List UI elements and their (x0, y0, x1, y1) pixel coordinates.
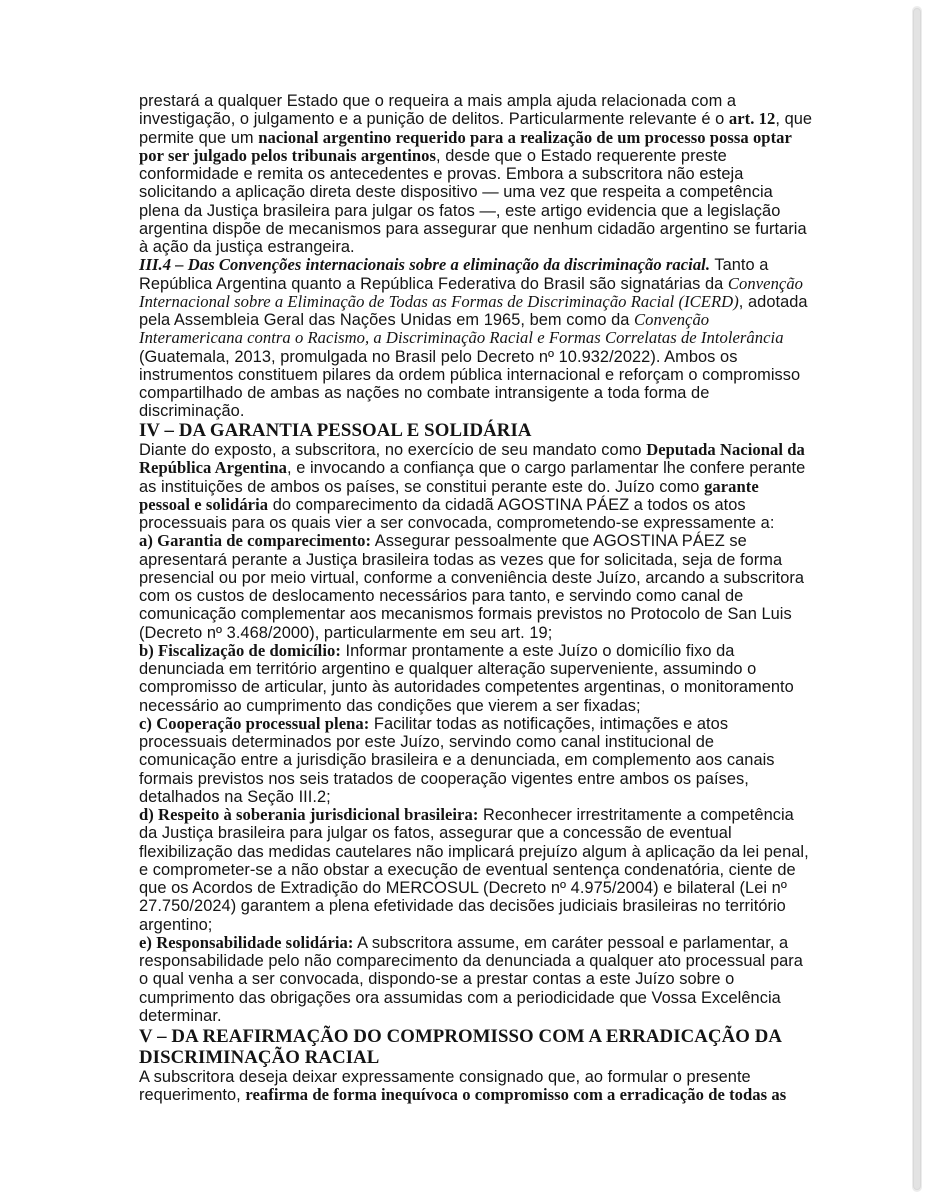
section-heading-v: V – DA REAFIRMAÇÃO DO COMPROMISSO COM A ERRADICAÇÃO DA DISCRIMINAÇÃO RACIAL (139, 1026, 783, 1068)
section-heading-iv: IV – DA GARANTIA PESSOAL E SOLIDÁRIA (139, 419, 532, 441)
list-item-label: d) Respeito à soberania jurisdicional brasileira: (139, 805, 479, 824)
bold-phrase: nacional argentino requerido para a realização de um processo possa optar por ser julgado pelos tribunais argentinos (139, 127, 792, 165)
paragraph-international-conventions: III.4 – Das Convenções internacionais sobre a eliminação da discriminação racial. Tanto a República Argentina quanto a República Federativa do Brasil são signatárias da Convenção Internacional sobre a Eliminação de Todas as Formas de Discriminação Racial (ICERD), adotada pela Assembleia Geral das Nações Unidas em 1965, bem como da Convenção Interamericana contra o Racismo, a Discriminação Racial e Formas Correlatas de Intolerância (Guatemala, 2013, promulgada no Brasil pelo Decreto nº 10.932/2022). Ambos os instrumentos constituem pilares da ordem pública internacional e reforçam o compromisso compartilhado de ambas as nações no combate intransigente a toda forma de discriminação. (139, 255, 808, 421)
convention-icerd: Convenção Internacional sobre a Eliminação de Todas as Formas de Discriminação Racial (ICERD) (139, 273, 804, 311)
list-item-label: e) Responsabilidade solidária: (139, 932, 354, 952)
article-reference: art. 12 (728, 109, 776, 129)
list-item-d: d) Respeito à soberania jurisdicional brasileira: Reconhecer irrestritamente a competência da Justiça brasileira para julgar os fatos, assegurar que a concessão de eventual flexibilização das medidas cautelares não implicará prejuízo algum à aplicação da lei penal, e comprometer-se a não obstar a execução de eventual sentença condenatória, ciente de que os Acordos de Extradição do MERCOSUL (Decreto nº 4.975/2004) e bilateral (Lei nº 27.750/2024) garantem a plena efetividade das decisões judiciais brasileiras no território argentino; (139, 805, 809, 934)
list-item-b: b) Fiscalização de domicílio: Informar prontamente a este Juízo o domicílio fixo da denunciada em território argentino e qualquer alteração superveniente, assumindo o compromisso de articular, junto às autoridades competentes argentinas, o monitoramento necessário ao cumprimento das condições que vierem a ser fixadas; (139, 640, 794, 715)
bold-guarantee: garante pessoal e solidária (139, 476, 759, 514)
list-item-label: b) Fiscalização de domicílio: (139, 640, 341, 660)
bold-reaffirmation: reafirma de forma inequívoca o compromisso com a erradicação de todas as (245, 1085, 787, 1105)
bold-title: Deputada Nacional da República Argentina (139, 440, 805, 478)
paragraph-reaffirmation: A subscritora deseja deixar expressamente consignado que, ao formular o presente requerimento, reafirma de forma inequívoca o compromisso com a erradicação de todas as (139, 1068, 787, 1105)
list-item-c: c) Cooperação processual plena: Facilitar todas as notificações, intimações e atos processuais determinados por este Juízo, servindo como canal institucional de comunicação entre a jurisdição brasileira e a denunciada, em complemento aos canais formais previstos nos seis tratados de cooperação vigentes entre ambos os países, detalhados na Seção III.2; (139, 713, 775, 806)
list-item-label: a) Garantia de comparecimento: (139, 531, 372, 551)
list-item-e: e) Responsabilidade solidária: A subscritora assume, em caráter pessoal e parlamentar, a responsabilidade pelo não comparecimento da denunciada a qualquer ato processual para o qual venha a ser convocada, dispondo-se a prestar contas a este Juízo sobre o cumprimento das obrigações ora assumidas com a periodicidade que Vossa Excelência determinar. (139, 932, 803, 1025)
scrollbar-thumb[interactable] (913, 8, 921, 1190)
convention-interamericana: Convenção Interamericana contra o Racismo, a Discriminação Racial e Formas Correlatas de Intolerância (139, 310, 784, 348)
list-item-label: c) Cooperação processual plena: (139, 713, 370, 733)
section-heading-iii-4: III.4 – Das Convenções internacionais sobre a eliminação da discriminação racial. (139, 255, 711, 275)
document-body (139, 92, 814, 1105)
paragraph-extradition-treaty: prestará a qualquer Estado que o requeira a mais ampla ajuda relacionada com a investigação, o julgamento e a punição de delitos. Particularmente relevante é o art. 12, que permite que um nacional argentino requerido para a realização de um processo possa optar por ser julgado pelos tribunais argentinos, desde que o Estado requerente preste conformidade e remita os antecedentes e provas. Embora a subscritora não esteja solicitando a aplicação direta deste dispositivo — uma vez que respeita a competência plena da Justiça brasileira para julgar os fatos —, este artigo evidencia que a legislação argentina dispõe de mecanismos para assegurar que nenhum cidadão argentino se furtaria à ação da justiça estrangeira. (139, 92, 813, 256)
list-item-a: a) Garantia de comparecimento: Assegurar pessoalmente que AGOSTINA PÁEZ se apresentará perante a Justiça brasileira todas as vezes que for solicitada, seja de forma presencial ou por meio virtual, conforme a conveniência deste Juízo, arcando a subscritora com os custos de deslocamento necessários para tanto, e servindo como canal de comunicação complementar aos mecanismos formais previstos no Protocolo de San Luis (Decreto nº 3.468/2000), particularmente em seu art. 19; (139, 531, 805, 642)
paragraph-guarantee-intro: Diante do exposto, a subscritora, no exercício de seu mandato como Deputada Nacional da República Argentina, e invocando a confiança que o cargo parlamentar lhe confere perante as instituições de ambos os países, se constitui perante este do. Juízo como garante pessoal e solidária do comparecimento da cidadã AGOSTINA PÁEZ a todos os atos processuais para os quais vier a ser convocada, comprometendo-se expressamente a: (139, 440, 806, 532)
